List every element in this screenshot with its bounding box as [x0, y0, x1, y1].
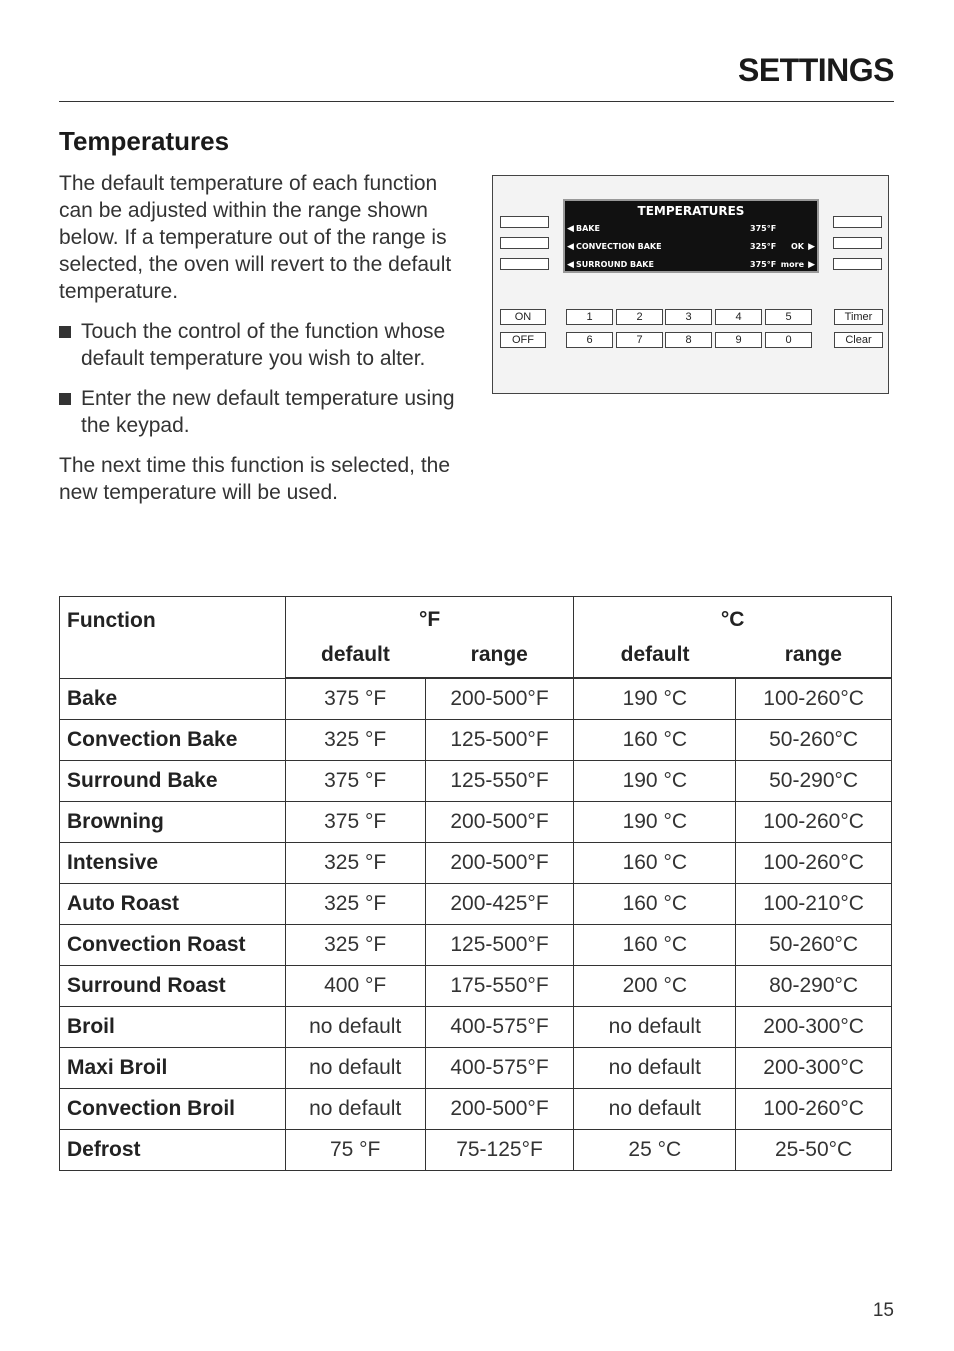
screen-row-action: more [780, 260, 804, 269]
function-name: Maxi Broil [60, 1048, 286, 1089]
screen-row [567, 257, 815, 273]
range-c: 25-50°C [736, 1130, 892, 1171]
table-row [60, 720, 892, 761]
range-f: 125-550°F [425, 761, 574, 802]
default-f: no default [285, 1007, 425, 1048]
subheader-range: range [736, 643, 892, 678]
range-f: 200-500°F [425, 802, 574, 843]
range-c: 50-290°C [736, 761, 892, 802]
function-name: Convection Bake [60, 720, 286, 761]
column-header-fahrenheit: °F [285, 597, 574, 644]
right-function-button [833, 258, 882, 270]
screen-row-name: BAKE [576, 224, 600, 233]
function-name: Convection Roast [60, 925, 286, 966]
keypad-key: 6 [566, 332, 613, 348]
function-name: Bake [60, 678, 286, 720]
default-c: 190 °C [574, 761, 736, 802]
screen-row [567, 221, 815, 237]
default-f: no default [285, 1089, 425, 1130]
default-c: 160 °C [574, 925, 736, 966]
range-f: 75-125°F [425, 1130, 574, 1171]
table-row [60, 1048, 892, 1089]
left-function-button [500, 237, 549, 249]
bullet-item: Touch the control of the function whose default temperature you wish to alter. [59, 318, 459, 372]
range-f: 125-500°F [425, 925, 574, 966]
left-function-button [500, 258, 549, 270]
default-c: 160 °C [574, 843, 736, 884]
column-header-celsius: °C [574, 597, 892, 644]
control-panel-illustration [492, 175, 889, 394]
default-f: 400 °F [285, 966, 425, 1007]
table-row [60, 1130, 892, 1171]
default-c: 160 °C [574, 720, 736, 761]
default-f: 325 °F [285, 720, 425, 761]
intro-paragraph: The default temperature of each function can be adjusted within the range shown below. If a temperature out of the range is selected, the oven will revert to the default temperature. [59, 172, 452, 303]
table-row [60, 843, 892, 884]
default-c: no default [574, 1007, 736, 1048]
section-title: SETTINGS [737, 52, 894, 88]
page-heading: Temperatures [59, 126, 230, 156]
table-row [60, 802, 892, 843]
default-c: 190 °C [574, 678, 736, 720]
table-row [60, 925, 892, 966]
function-name: Convection Broil [60, 1089, 286, 1130]
display-screen [563, 199, 819, 273]
left-function-button [500, 216, 549, 228]
subheader-range: range [425, 643, 574, 678]
default-c: 190 °C [574, 802, 736, 843]
triangle-left-icon: ◀ [567, 224, 574, 234]
default-f: 325 °F [285, 843, 425, 884]
table-row [60, 761, 892, 802]
right-function-button [833, 216, 882, 228]
default-f: 375 °F [285, 678, 425, 720]
range-c: 80-290°C [736, 966, 892, 1007]
outro-paragraph: The next time this function is selected, the new temperature will be used. [59, 454, 451, 504]
default-c: no default [574, 1089, 736, 1130]
off-button: OFF [500, 332, 546, 348]
range-f: 400-575°F [425, 1007, 574, 1048]
default-c: 25 °C [574, 1130, 736, 1171]
screen-row-temp: 375°F [750, 224, 777, 233]
on-button: ON [500, 309, 546, 325]
default-c: 200 °C [574, 966, 736, 1007]
keypad-key: 5 [765, 309, 812, 325]
table-row [60, 884, 892, 925]
default-f: 325 °F [285, 925, 425, 966]
range-c: 200-300°C [736, 1048, 892, 1089]
range-f: 200-500°F [425, 1089, 574, 1130]
column-header-function: Function [60, 597, 286, 679]
keypad-key: 1 [566, 309, 613, 325]
range-f: 200-500°F [425, 678, 574, 720]
function-name: Intensive [60, 843, 286, 884]
function-name: Defrost [60, 1130, 286, 1171]
range-c: 100-210°C [736, 884, 892, 925]
clear-button: Clear [834, 332, 883, 348]
default-f: 375 °F [285, 761, 425, 802]
function-name: Auto Roast [60, 884, 286, 925]
screen-row-name: SURROUND BAKE [576, 260, 654, 269]
table-row [60, 1089, 892, 1130]
range-f: 125-500°F [425, 720, 574, 761]
triangle-right-icon: ▶ [808, 242, 815, 252]
range-c: 50-260°C [736, 720, 892, 761]
function-name: Broil [60, 1007, 286, 1048]
triangle-right-icon: ▶ [808, 260, 815, 270]
default-f: 325 °F [285, 884, 425, 925]
keypad-key: 7 [616, 332, 663, 348]
bullet-item: Enter the new default temperature using the keypad. [59, 385, 459, 439]
function-name: Surround Bake [60, 761, 286, 802]
range-c: 100-260°C [736, 802, 892, 843]
default-c: 160 °C [574, 884, 736, 925]
screen-row-name: CONVECTION BAKE [576, 242, 662, 251]
range-c: 100-260°C [736, 843, 892, 884]
range-f: 400-575°F [425, 1048, 574, 1089]
range-f: 175-550°F [425, 966, 574, 1007]
keypad-key: 0 [765, 332, 812, 348]
temperature-table [59, 596, 892, 1171]
range-c: 200-300°C [736, 1007, 892, 1048]
screen-row-temp: 375°F [750, 260, 777, 269]
page-number: 15 [872, 1300, 894, 1321]
screen-row-action: OK [791, 242, 804, 251]
default-c: no default [574, 1048, 736, 1089]
screen-title: TEMPERATURES [637, 204, 745, 218]
intro-text [59, 170, 459, 506]
function-name: Browning [60, 802, 286, 843]
subheader-default: default [285, 643, 425, 678]
keypad-key: 9 [715, 332, 762, 348]
keypad-key: 8 [665, 332, 712, 348]
triangle-left-icon: ◀ [567, 260, 574, 270]
keypad-key: 3 [665, 309, 712, 325]
triangle-left-icon: ◀ [567, 242, 574, 252]
table-row [60, 1007, 892, 1048]
keypad-key: 2 [616, 309, 663, 325]
default-f: 75 °F [285, 1130, 425, 1171]
table-row [60, 678, 892, 720]
screen-row-temp: 325°F [750, 242, 777, 251]
range-c: 100-260°C [736, 678, 892, 720]
keypad-key: 4 [715, 309, 762, 325]
subheader-default: default [574, 643, 736, 678]
default-f: no default [285, 1048, 425, 1089]
timer-button: Timer [834, 309, 883, 325]
default-f: 375 °F [285, 802, 425, 843]
range-c: 100-260°C [736, 1089, 892, 1130]
screen-row [567, 239, 815, 255]
range-f: 200-500°F [425, 843, 574, 884]
function-name: Surround Roast [60, 966, 286, 1007]
range-f: 200-425°F [425, 884, 574, 925]
table-row [60, 966, 892, 1007]
range-c: 50-260°C [736, 925, 892, 966]
header-rule [59, 101, 894, 102]
right-function-button [833, 237, 882, 249]
